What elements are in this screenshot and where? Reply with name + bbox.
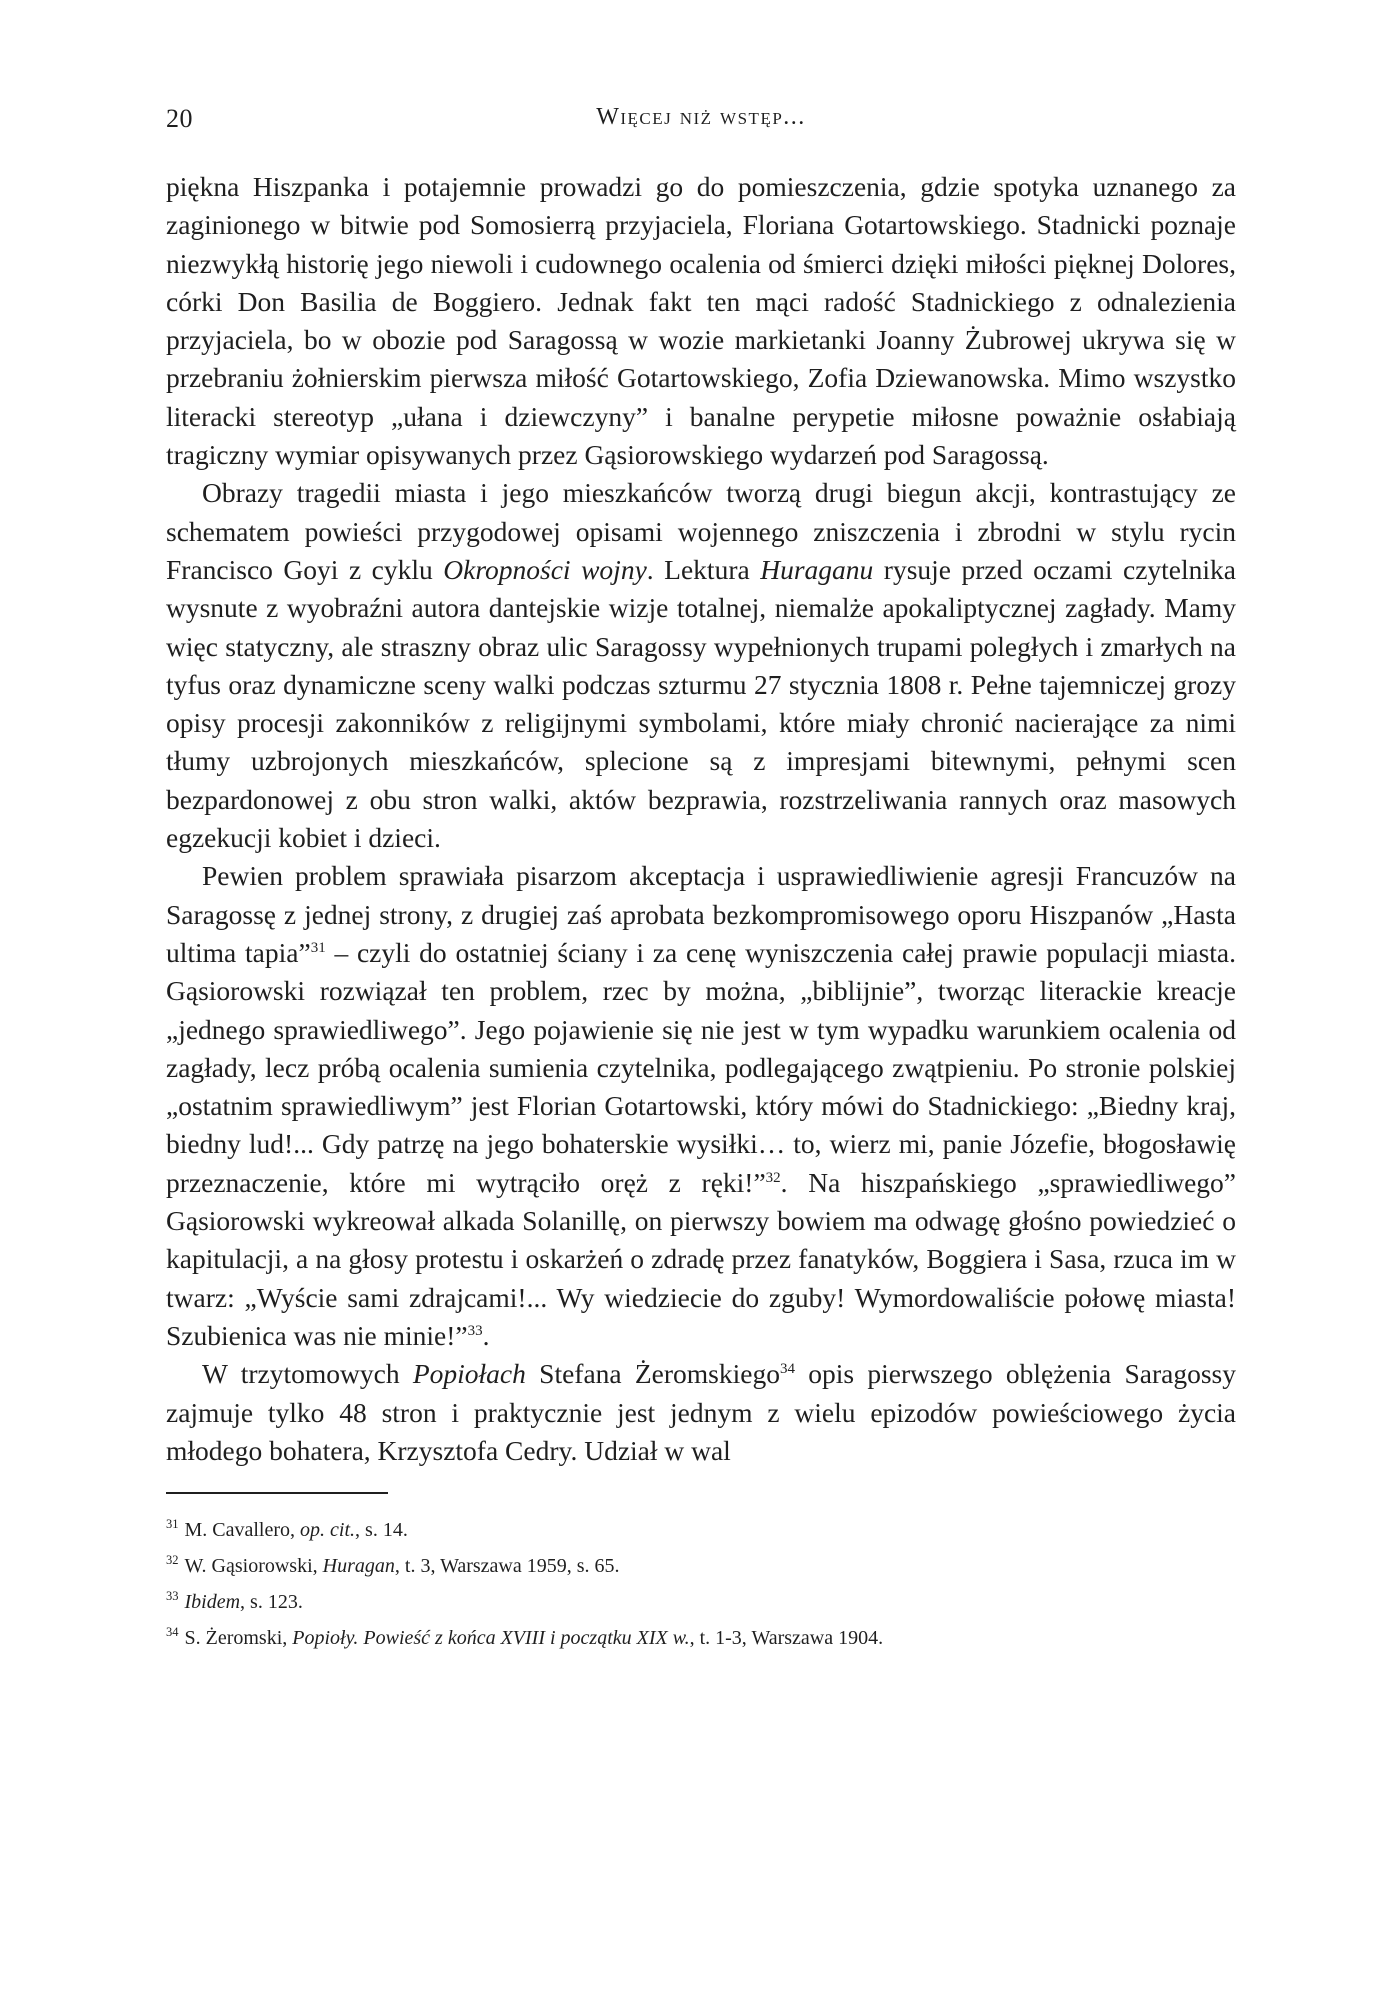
page-header <box>166 90 1236 150</box>
text-segment: piękna Hiszpanka i potajemnie prowadzi go do pomieszczenia, gdzie spotyka uznanego za zaginionego w bitwie pod Somosierrą przyjaciela, Floriana Gotartowskiego. Stadnicki poznaje niezwykłą historię jego niewoli i cudownego ocalenia od śmierci dzięki miłości pięknej Dolores, córki Don Basilia de Boggiero. Jednak fakt ten mąci radość Stadnickiego z odnalezienia przyjaciela, bo w obozie pod Saragossą w wozie markietanki Joanny Żubrowej ukrywa się w przebraniu żołnierskim pierwsza miłość Gotartowskiego, Zofia Dziewanowska. Mimo wszystko literacki stereotyp „ułana i dziewczyny” i banalne perypetie miłosne poważnie osłabiają tragiczny wymiar opisywanych przez Gąsiorowskiego wydarzeń pod Saragossą. <box>166 171 1236 471</box>
text-segment: Obrazy tragedii miasta i jego mieszkańców tworzą drugi biegun akcji, kontrastujący ze schematem powieści przygodowej opisami wojennego zniszczenia i zbrodni w stylu rycin Francisco Goyi z cyklu <box>166 477 1236 585</box>
text-segment: . Na hiszpańskiego „sprawiedliwego” Gąsiorowski wykreował alkada Solanillę, on pierwszy bowiem ma odwagę głośno powiedzieć o kapitulacji, a na głosy protestu i oskarżeń o zdradę przez fanatyków, Boggiera i Sasa, rzuca im w twarz: „Wyście sami zdrajcami!... Wy wiedziecie do zguby! Wymordowaliście połowę miasta! Szubienica was nie minie!” <box>166 1166 1236 1351</box>
text-segment: , s. 14. <box>355 1518 408 1541</box>
footnote-reference: 34 <box>779 1361 795 1378</box>
body-text <box>166 168 1236 1470</box>
italic-text: Okropności wojny <box>443 553 647 585</box>
text-segment: opis pierwszego oblężenia Saragossy zajmuje tylko 48 stron i praktycznie jest jednym z wielu epizodów powieściowego życia młodego bohatera, Krzysztofa Cedry. Udział w wal <box>166 1358 1236 1466</box>
text-segment: Stefana Żeromskiego <box>525 1358 780 1390</box>
footnote-divider <box>166 1492 388 1494</box>
italic-text: Huragan <box>322 1554 395 1577</box>
body-paragraph <box>166 1355 1236 1470</box>
text-segment: . <box>482 1319 490 1351</box>
text-segment: . Lektura <box>646 553 761 585</box>
running-head: Więcej niż wstęp... <box>596 104 806 130</box>
italic-text: Popioły. Powieść z końca XVIII i początku XIX w. <box>292 1626 690 1649</box>
text-segment: W. Gąsiorowski, <box>184 1554 323 1577</box>
footnote-number: 31 <box>166 1516 179 1531</box>
text-segment: W trzytomowych <box>202 1358 413 1390</box>
italic-text: Huraganu <box>760 553 874 585</box>
footnote-number: 32 <box>166 1552 179 1567</box>
footnote-reference: 31 <box>310 939 326 956</box>
footnote <box>166 1512 1236 1548</box>
text-segment: – czyli do ostatniej ściany i za cenę wyniszczenia całej prawie populacji miasta. Gąsiorowski rozwiązał ten problem, rzec by można, „biblijnie”, tworząc literackie kreacje „jednego sprawiedliwego”. Jego pojawienie się nie jest w tym wypadku warunkiem ocalenia od zagłady, lecz próbą ocalenia sumienia czytelnika, podlegającego zwątpieniu. Po stronie polskiej „ostatnim sprawiedliwym” jest Florian Gotartowski, który mówi do Stadnickiego: „Biedny kraj, biedny lud!... Gdy patrzę na jego bohaterskie wysiłki… to, wierz mi, panie Józefie, błogosławię przeznaczenie, które mi wytrąciło oręż z ręki!” <box>166 936 1236 1198</box>
text-segment: S. Żeromski, <box>184 1626 293 1649</box>
italic-text: Ibidem <box>184 1590 241 1613</box>
footnote <box>166 1620 1236 1656</box>
body-paragraph <box>166 168 1236 474</box>
text-segment: Pewien problem sprawiała pisarzom akceptacja i usprawiedliwienie agresji Francuzów na Saragossę z jednej strony, z drugiej zaś aprobata bezkompromisowego oporu Hiszpanów „Hasta ultima tapia” <box>166 860 1236 968</box>
text-segment: M. Cavallero, <box>184 1518 301 1541</box>
body-paragraph <box>166 857 1236 1355</box>
footnote-reference: 33 <box>467 1322 483 1339</box>
text-segment: , t. 3, Warszawa 1959, s. 65. <box>394 1554 620 1577</box>
body-paragraph <box>166 474 1236 857</box>
footnote <box>166 1548 1236 1584</box>
page-number: 20 <box>166 104 193 133</box>
footnote-reference: 32 <box>765 1169 781 1186</box>
italic-text: op. cit. <box>300 1518 356 1541</box>
text-segment: rysuje przed oczami czytelnika wysnute z wyobraźni autora dantejskie wizje totalnej, niemalże apokaliptycznej zagłady. Mamy więc statyczny, ale straszny obraz ulic Saragossy wypełnionych trupami poległych i zmarłych na tyfus oraz dynamiczne sceny walki podczas szturmu 27 stycznia 1808 r. Pełne tajemniczej grozy opisy procesji zakonników z religijnymi symbolami, które miały chronić nacierające za nimi tłumy uzbrojonych mieszkańców, splecione są z impresjami bitewnymi, pełnymi scen bezpardonowej z obu stron walki, aktów bezprawia, rozstrzeliwania rannych oraz masowych egzekucji kobiet i dzieci. <box>166 553 1236 854</box>
italic-text: Popiołach <box>412 1358 526 1390</box>
footnote-number: 33 <box>166 1588 179 1603</box>
footnote-number: 34 <box>166 1624 179 1639</box>
text-segment: , t. 1-3, Warszawa 1904. <box>689 1626 884 1649</box>
book-page <box>166 90 1236 1656</box>
footnote <box>166 1584 1236 1620</box>
footnotes <box>166 1512 1236 1656</box>
text-segment: , s. 123. <box>240 1590 303 1613</box>
